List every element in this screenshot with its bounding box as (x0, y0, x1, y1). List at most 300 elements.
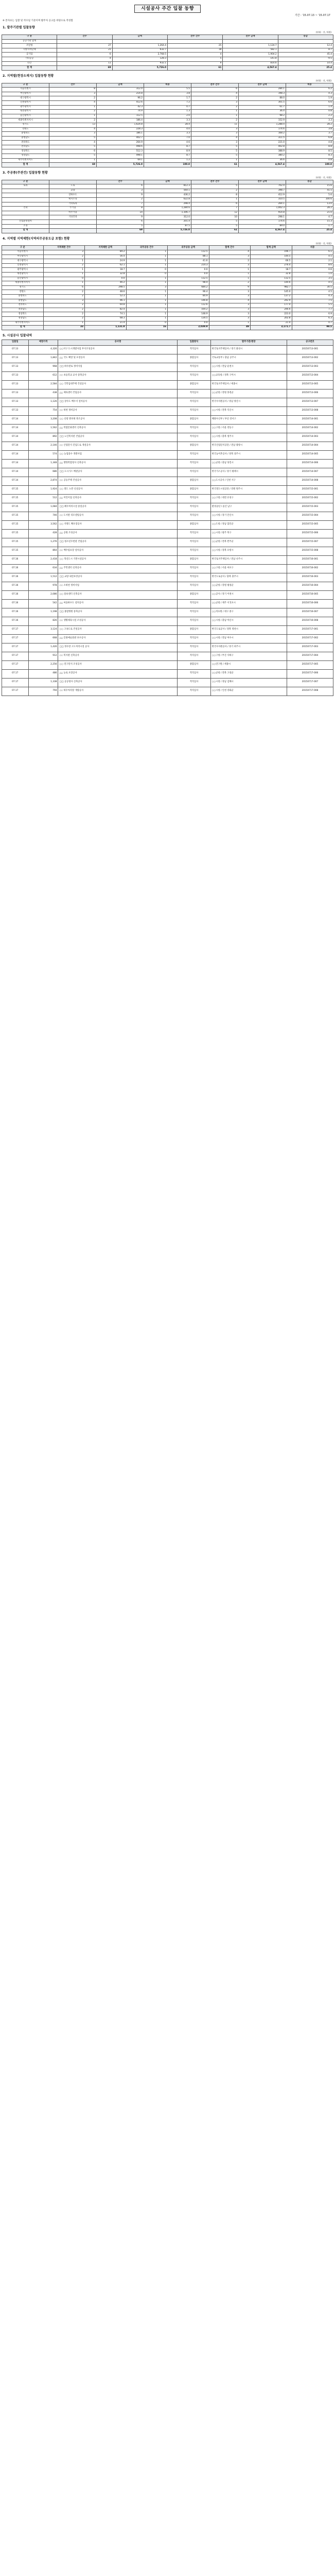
section5-cell: 20150717-005 (287, 660, 333, 669)
section2-cell: 8.5 (286, 149, 333, 154)
section3-cell: 합 계 (2, 229, 49, 233)
section4-cell: 21.4 (251, 321, 292, 326)
section5-cell: 07.14 (2, 477, 29, 485)
section3-cell: 5,726.0 (144, 229, 191, 233)
section2-cell: 69 (49, 163, 97, 167)
section4-cell: 98.4 (168, 281, 209, 286)
section3-cell: 21.0 (286, 211, 333, 215)
section5-cell: △△ 국도 확장 및 포장공사 (58, 354, 178, 363)
section5-cell: ◇◇ 초등학교 교사 증축공사 (58, 371, 178, 380)
section4-cell: 4.5 (292, 255, 333, 259)
section2-cell: 498.1 (97, 154, 144, 159)
section4-cell: 98.5 (292, 326, 333, 330)
section5-cell: ○○군청 / 제주 서귀포시 (210, 599, 287, 608)
section1-cell: 8.7 (278, 48, 333, 53)
section2-cell: 380.2 (239, 154, 286, 159)
section5-cell: ○○ 국민임대주택 건설공사 (58, 380, 178, 389)
section4-cell: 298.5 (85, 285, 127, 290)
section3-cell: 5 (191, 219, 239, 224)
section4-cell: 112.6 (168, 303, 209, 308)
section2-cell: 6.2 (286, 88, 333, 92)
table-row (2, 573, 333, 582)
section5-cell: 746 (28, 512, 58, 520)
section5-cell: 20150714-001 (287, 415, 333, 424)
table-row (2, 415, 333, 424)
section2-cell: 1 (49, 114, 97, 118)
section4-cell: 64.8 (85, 303, 127, 308)
section5-cell: 20150717-007 (287, 678, 333, 687)
section4-cell: 202.8 (251, 316, 292, 321)
section2-cell: 0.8 (286, 158, 333, 163)
section1-cell (167, 39, 222, 44)
table-row (2, 316, 333, 321)
section1-cell: 632.7 (112, 48, 167, 53)
section3-cell: 398.7 (239, 189, 286, 193)
section5-cell: 한국토지주택공사 / 세종시 (210, 380, 287, 389)
section3-cell: 기타토목 (49, 202, 97, 207)
section3-cell: 8 (191, 193, 239, 198)
section2-cell: 61 (191, 163, 239, 167)
section5-cell: 686 (28, 468, 58, 477)
section4-cell: 1 (126, 299, 168, 303)
section5-cell: ◇◇ 배수펌프장 설치공사 (58, 547, 178, 555)
section2-cell: 8.3 (286, 154, 333, 159)
section5-cell: □□ 공공청사 신축공사 (58, 678, 178, 687)
section5-cell: 적격심사 (178, 538, 210, 547)
table-row (2, 494, 333, 503)
section2-cell: 3 (49, 92, 97, 96)
section2-cell: 152.9 (239, 118, 286, 123)
section3-cell: 41.5 (286, 189, 333, 193)
section3-cell: 12 (191, 211, 239, 215)
section4-cell: 62.1 (85, 263, 127, 268)
section3-cell: 토목 (2, 184, 49, 189)
section4-header-cell: 지역제한 금액 (85, 246, 127, 250)
table-row (2, 547, 333, 555)
section2-cell: 74.9 (97, 110, 144, 114)
section2-cell: 4 (191, 136, 239, 141)
section5-cell: ○○시청 / 경남 김해시 (210, 678, 287, 687)
section5-cell: ○○시청 / 충북 청주시 (210, 433, 287, 442)
section5-cell: 종합심사 (178, 485, 210, 494)
section2-cell: 1 (191, 158, 239, 163)
section1-cell: 기타공공 (2, 57, 57, 62)
section2-cell: 울산광역시 (2, 114, 49, 118)
section2-cell: 강원도 (2, 127, 49, 132)
table-row (2, 582, 333, 590)
section1-cell: 5 (167, 57, 222, 62)
section3-cell: 도로 (49, 184, 97, 189)
section5-cell: 1,198 (28, 608, 58, 617)
section5-cell: 07.17 (2, 643, 29, 652)
section4-cell: 6.1 (292, 250, 333, 255)
table-row (2, 268, 333, 273)
section5-table (2, 340, 333, 696)
table-row (2, 590, 333, 599)
section2-cell: 대구광역시 (2, 96, 49, 101)
section2-cell: 5 (49, 136, 97, 141)
section5-cell: 적격심사 (178, 345, 210, 354)
section5-cell: ◇◇ 하천 정비공사 (58, 406, 178, 415)
section5-cell: □□ 도시가스 배관공사 (58, 468, 178, 477)
section5-cell: 07.16 (2, 582, 29, 590)
table-row (2, 136, 333, 141)
section1-unit: (단위 : 건, 억원) (315, 31, 331, 34)
section2-header-cell: 전주 건수 (191, 83, 239, 88)
section5-cell: ○○ 신항 방파제 축조공사 (58, 415, 178, 424)
table-row (2, 53, 333, 57)
section4-cell: 1 (126, 255, 168, 259)
section5-cell: 438 (28, 389, 58, 398)
section2-cell: 312.4 (97, 88, 144, 92)
section4-cell: 164.2 (168, 308, 209, 312)
section5-cell: 적격심사 (178, 450, 210, 459)
section5-cell: △△ 문화예술회관 보수공사 (58, 634, 178, 643)
section5-cell: 07.17 (2, 652, 29, 660)
section2-cell: 8.9 (144, 149, 191, 154)
section5-cell: △△ 체육센터 건립공사 (58, 389, 178, 398)
section5-cell: 512 (28, 494, 58, 503)
section2-cell: 4 (49, 127, 97, 132)
section5-cell: 20150714-004 (287, 442, 333, 450)
section3-cell: 28.2 (286, 207, 333, 211)
section3-cell: 87.5 (144, 224, 191, 229)
section2-cell: 3 (191, 132, 239, 137)
table-row (2, 39, 333, 44)
section3-cell: 4,567.4 (239, 229, 286, 233)
table-row (2, 424, 333, 433)
section5-cell: 1,348 (28, 459, 58, 468)
section4-cell: 0.0 (168, 321, 209, 326)
section2-cell: 5 (191, 145, 239, 149)
section5-cell: 07.16 (2, 573, 29, 582)
section5-cell: ○○ 혁신도시 기반시설공사 (58, 555, 178, 564)
section5-cell: ○○군청 / 강원 평창군 (210, 582, 287, 590)
section5-cell: 적격심사 (178, 424, 210, 433)
section3-cell: 6 (97, 184, 144, 189)
table-row (2, 263, 333, 268)
section5-cell: △△ 공원 조성공사 (58, 529, 178, 538)
section4-cell: 6.9 (292, 312, 333, 317)
section5-cell: 20150716-002 (287, 564, 333, 573)
section1-cell (278, 39, 333, 44)
section5-cell: 20150713-008 (287, 406, 333, 415)
table-row (2, 92, 333, 96)
section5-cell: ○○시청 / 전남 순천시 (210, 363, 287, 371)
section2-cell: 311.5 (239, 136, 286, 141)
section3-header-cell: 구 분 (2, 180, 49, 184)
section5-cell: 2,146 (28, 442, 58, 450)
section2-cell: 4,567.4 (239, 163, 286, 167)
section5-cell: 종합심사 (178, 415, 210, 424)
section1-header-cell: 건수 (57, 35, 112, 40)
section4-cell: 242.9 (251, 299, 292, 303)
section3-cell: 5.6 (286, 193, 333, 198)
section5-cell: 20150714-008 (287, 477, 333, 485)
section3-cell: 174.6 (239, 219, 286, 224)
section5-cell: 07.17 (2, 687, 29, 696)
section4-cell: 9 (209, 285, 251, 290)
section3-cell: 312.0 (144, 215, 191, 220)
section4-cell: 0 (43, 277, 85, 281)
section4-cell: 148.9 (168, 312, 209, 317)
section5-cell: 환경공단 / 울산 남구 (210, 503, 287, 512)
section2-cell: 3.7 (286, 132, 333, 137)
section5-cell: 07.16 (2, 599, 29, 608)
section3-cell (49, 219, 97, 224)
table-row (2, 555, 333, 564)
section2-cell: 4 (49, 141, 97, 145)
table-row (2, 255, 333, 259)
section1-cell: 2,768.5 (112, 53, 167, 57)
section4-cell: 2 (43, 308, 85, 312)
section4-cell: 145.0 (251, 290, 292, 295)
section3-cell (2, 189, 49, 193)
table-row (2, 321, 333, 326)
section2-cell: 경기도 (2, 123, 49, 127)
table-row (2, 114, 333, 118)
section4-cell: 충청북도 (2, 294, 44, 299)
section1-cell (112, 39, 167, 44)
table-row (2, 363, 333, 371)
section1-cell: 582.1 (223, 48, 278, 53)
section1-cell: 11 (57, 61, 112, 66)
table-row (2, 66, 333, 71)
section4-cell: 8.6 (292, 263, 333, 268)
section5-header-cell: 공사명 (58, 340, 178, 345)
section5-cell: 542 (28, 599, 58, 608)
section2-cell: 498.6 (97, 145, 144, 149)
section2-cell: 69.1 (97, 158, 144, 163)
section5-cell: 634 (28, 564, 58, 573)
section4-cell: 4.5 (292, 290, 333, 295)
section4-cell: 3 (209, 290, 251, 295)
section4-cell: 1 (126, 281, 168, 286)
section5-cell: 912 (28, 652, 58, 660)
section5-cell: 4,326 (28, 345, 58, 354)
section2-cell: 2 (49, 96, 97, 101)
section4-cell: 66.5 (251, 259, 292, 264)
table-row (2, 477, 333, 485)
section3-cell: 7 (191, 207, 239, 211)
section2-cell: 221.0 (239, 141, 286, 145)
section3-cell: 61 (191, 229, 239, 233)
section5-cell: 07.15 (2, 494, 29, 503)
section2-cell: 5,726.0 (97, 163, 144, 167)
table-row (2, 224, 333, 229)
section3-cell: 564.1 (144, 189, 191, 193)
section5-cell: 종합심사 (178, 555, 210, 564)
section4-cell: 7.5 (292, 299, 333, 303)
section1-cell: 932.1 (112, 61, 167, 66)
section4-cell: 21.4 (85, 321, 127, 326)
section2-cell: 1 (49, 158, 97, 163)
section3-cell: 건축 (2, 207, 49, 211)
section4-cell: 3 (209, 312, 251, 317)
section4-cell: 84.9 (168, 294, 209, 299)
section5-cell: 07.15 (2, 529, 29, 538)
section2-cell: 1.9 (286, 96, 333, 101)
section4-cell: 4 (209, 250, 251, 255)
section4-cell: 강원도 (2, 290, 44, 295)
section3-header-cell: 금액 (144, 180, 191, 184)
section4-cell: 32.8 (85, 272, 127, 277)
table-row (2, 229, 333, 233)
section4-cell: 49 (209, 326, 251, 330)
section4-cell: 1 (126, 308, 168, 312)
section5-cell: ○○교육청 / 경북 구미시 (210, 371, 287, 380)
section5-cell: 한국토지주택공사 / 전남 나주시 (210, 555, 287, 564)
section2-cell: 3 (191, 100, 239, 105)
section5-cell: ○○군청 / 강원 홍천군 (210, 389, 287, 398)
section5-cell: 20150717-003 (287, 643, 333, 652)
section5-cell: 07.15 (2, 485, 29, 494)
section4-cell: 2 (43, 263, 85, 268)
section4-cell: 214.3 (168, 263, 209, 268)
section4-cell: 3.5 (292, 277, 333, 281)
section5-cell: 1,512 (28, 573, 58, 582)
section2-cell: 13 (49, 123, 97, 127)
section2-cell: 4.3 (286, 92, 333, 96)
section5-cell: 20150713-006 (287, 389, 333, 398)
section4-cell: 1,131.8 (85, 326, 127, 330)
section4-cell: 1 (126, 312, 168, 317)
section5-cell: ○○연구원 / 세종시 (210, 660, 287, 669)
section4-cell: 3 (126, 285, 168, 290)
section3-cell: 69 (97, 229, 144, 233)
section2-cell: 5 (49, 154, 97, 159)
section5-cell: 적격심사 (178, 582, 210, 590)
note-text: ※ 본자료는 입찰 및 착수일 기준이며 발주처 공고를 바탕으로 작성함 (3, 20, 73, 23)
section4-cell: 48.6 (85, 290, 127, 295)
section5-cell: △△ 행정복합청사 신축공사 (58, 459, 178, 468)
section2-cell: 0.7 (144, 105, 191, 110)
section2-cell: 경상남도 (2, 154, 49, 159)
section4-cell: 전라북도 (2, 303, 44, 308)
section1-header-cell: 전주 건수 (167, 35, 222, 40)
section1-cell: 25 (167, 44, 222, 48)
table-row (2, 529, 333, 538)
section3-cell: 상하수도 (49, 193, 97, 198)
section3-cell (2, 211, 49, 215)
section1-cell (223, 39, 278, 44)
section4-cell: 18.7 (251, 268, 292, 273)
section2-header-cell: 건수 (49, 83, 97, 88)
section4-cell: 전라남도 (2, 308, 44, 312)
section5-cell: 적격심사 (178, 643, 210, 652)
section2-cell: 3.8 (286, 127, 333, 132)
section4-cell: 96.4 (168, 290, 209, 295)
table-row (2, 123, 333, 127)
section4-cell: 1 (209, 277, 251, 281)
section5-cell: 428 (28, 529, 58, 538)
section2-cell: 인천광역시 (2, 100, 49, 105)
section5-cell: 적격심사 (178, 573, 210, 582)
section5-cell: 적격심사 (178, 608, 210, 617)
section4-cell: 684.2 (168, 285, 209, 290)
section5-cell: □□ 청소년수련관 건립공사 (58, 538, 178, 547)
section1-cell: 141.8 (223, 57, 278, 62)
section5-cell: 07.14 (2, 459, 29, 468)
section4-title: 4. 지역별 지역제한(지역의무공동도급 포함) 현황 (3, 236, 70, 241)
section5-cell: 1,426 (28, 643, 58, 652)
section4-header-cell: 의무공동 건수 (126, 246, 168, 250)
section1-cell: 4,567.4 (223, 66, 278, 71)
table-row (2, 259, 333, 264)
section5-header-cell: 입찰방식 (178, 340, 210, 345)
section1-cell: 4 (167, 53, 222, 57)
table-row (2, 272, 333, 277)
table-row (2, 371, 333, 380)
section5-cell: 07.14 (2, 433, 29, 442)
section3-cell: 812.3 (144, 184, 191, 189)
section2-header-cell: 구 분 (2, 83, 49, 88)
section1-cell: 12.4 (278, 44, 333, 48)
section2-cell: 2 (49, 110, 97, 114)
section4-cell: 3 (209, 303, 251, 308)
table-row (2, 303, 333, 308)
section3-cell (2, 215, 49, 220)
section5-cell: 종합심사 (178, 590, 210, 599)
section4-cell: 3 (209, 263, 251, 268)
section5-cell: ○○ 연구단지 조성공사 (58, 660, 178, 669)
section2-cell: 3 (49, 132, 97, 137)
section5-cell: 07.13 (2, 398, 29, 406)
table-row (2, 149, 333, 154)
section5-cell: 1,924 (28, 485, 58, 494)
section3-cell: 9 (97, 215, 144, 220)
section4-cell: 41.6 (168, 259, 209, 264)
section2-cell: 경상북도 (2, 149, 49, 154)
section5-cell: 20150717-001 (287, 625, 333, 634)
section5-cell: 07.14 (2, 450, 29, 459)
section4-cell: 146.8 (168, 299, 209, 303)
section3-cell: 7 (97, 202, 144, 207)
section4-cell: 1 (43, 272, 85, 277)
section1-cell: 공공기관 합계 (2, 39, 57, 44)
section5-cell: 07.14 (2, 468, 29, 477)
section4-cell: 1 (209, 272, 251, 277)
section2-cell: 5 (49, 145, 97, 149)
section5-cell: 07.17 (2, 625, 29, 634)
section2-cell: 4 (49, 100, 97, 105)
section5-cell: 07.17 (2, 678, 29, 687)
section5-cell: △△ 마을하수도 설치공사 (58, 599, 178, 608)
section2-cell: 1 (191, 114, 239, 118)
section4-cell: 1 (43, 259, 85, 264)
section4-cell: 0 (126, 268, 168, 273)
section2-cell: 4.6 (144, 141, 191, 145)
section4-cell: 0.7 (292, 321, 333, 326)
section3-header-cell: 전주 건수 (191, 180, 239, 184)
table-row (2, 281, 333, 286)
table-row (2, 312, 333, 317)
section5-cell: 20150713-003 (287, 363, 333, 371)
table-row (2, 96, 333, 101)
section2-cell: 5 (191, 154, 239, 159)
section5-cell: 07.13 (2, 389, 29, 398)
section3-cell: -1.7 (286, 224, 333, 229)
section5-cell: 적격심사 (178, 529, 210, 538)
section5-cell: ○○시청 / 인천 강화군 (210, 687, 287, 696)
section2-cell: 512.3 (97, 149, 144, 154)
section5-cell: 20150714-006 (287, 459, 333, 468)
section1-cell: 25.4 (278, 66, 333, 71)
section5-cell: 종합심사 (178, 625, 210, 634)
section2-cell: 3.8 (144, 92, 191, 96)
table-row (2, 44, 333, 48)
section4-cell: 30.5 (292, 285, 333, 290)
